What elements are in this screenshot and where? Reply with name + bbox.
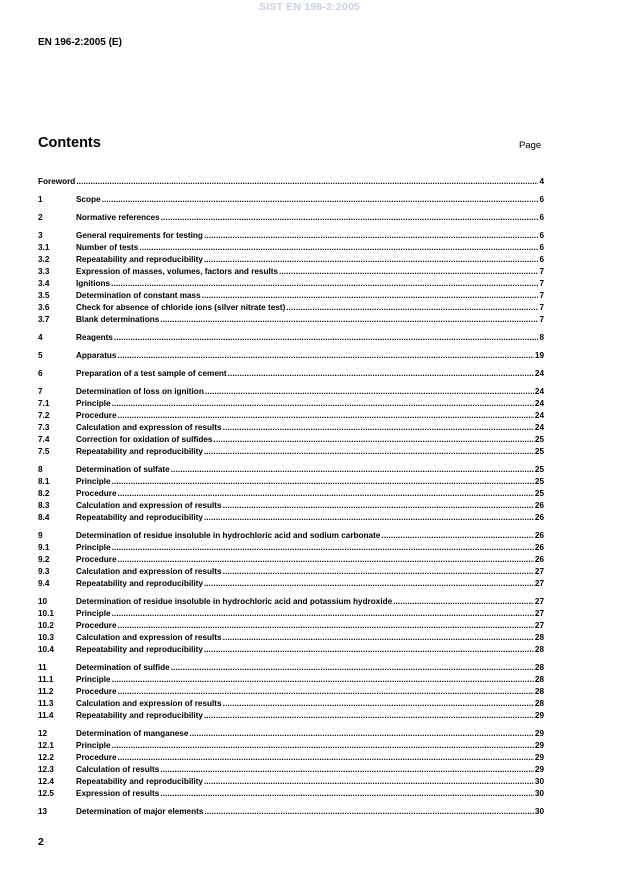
- toc-entry-title: Preparation of a test sample of cement: [76, 369, 227, 378]
- toc-entry-title: Principle: [76, 741, 111, 750]
- toc-entry-number: 9.2: [38, 555, 50, 564]
- toc-entry-number: 3: [38, 231, 43, 240]
- toc-entry-title: Ignitions: [76, 279, 111, 288]
- toc-leader-dots: [213, 434, 533, 446]
- toc-entry-number: 9: [38, 531, 43, 540]
- toc-leader-dots: [223, 500, 534, 512]
- toc-entry-number: 12.3: [38, 765, 54, 774]
- toc-entry-number: 10.1: [38, 609, 54, 618]
- toc-entry-title: Procedure: [76, 621, 117, 630]
- toc-leader-dots: [204, 578, 534, 590]
- watermark: SIST EN 196-2:2005: [258, 1, 361, 13]
- toc-entry-title: Determination of loss on ignition: [76, 387, 204, 396]
- page-number: 2: [38, 836, 44, 848]
- toc-leader-dots: [205, 386, 534, 398]
- toc-entry[interactable]: [38, 728, 544, 740]
- toc-entry[interactable]: [38, 476, 544, 488]
- toc-entry-page: 25: [534, 489, 544, 498]
- toc-entry-title: Repeatability and reproducibility: [76, 711, 203, 720]
- toc-entry-page: 6: [539, 213, 544, 222]
- toc-entry[interactable]: [38, 764, 544, 776]
- toc-entry-title: Reagents: [76, 333, 113, 342]
- toc-entry-number: 6: [38, 369, 43, 378]
- toc-entry-page: 7: [539, 315, 544, 324]
- toc-entry[interactable]: [38, 566, 544, 578]
- toc-entry[interactable]: [38, 500, 544, 512]
- toc-entry-number: 7.1: [38, 399, 50, 408]
- toc-leader-dots: [112, 476, 534, 488]
- toc-entry-title: Calculation of results: [76, 765, 160, 774]
- toc-entry-number: Foreword: [38, 177, 76, 186]
- toc-entry[interactable]: [38, 446, 544, 458]
- toc-entry-title: Expression of masses, volumes, factors and results: [76, 267, 279, 276]
- toc-entry-number: 9.3: [38, 567, 50, 576]
- toc-entry[interactable]: [38, 290, 544, 302]
- toc-entry[interactable]: [38, 608, 544, 620]
- toc-entry-title: Calculation and expression of results: [76, 423, 222, 432]
- toc-leader-dots: [112, 542, 534, 554]
- toc-entry-page: 19: [534, 351, 544, 360]
- toc-entry-title: Principle: [76, 609, 111, 618]
- toc-entry-number: 3.1: [38, 243, 50, 252]
- toc-entry-page: 28: [534, 687, 544, 696]
- toc-entry-page: 28: [534, 675, 544, 684]
- toc-entry-page: 27: [534, 567, 544, 576]
- toc-entry-title: Determination of constant mass: [76, 291, 201, 300]
- toc-entry-page: 24: [534, 387, 544, 396]
- toc-entry[interactable]: [38, 350, 544, 362]
- toc-leader-dots: [118, 350, 534, 362]
- toc-entry-title: Expression of results: [76, 789, 160, 798]
- toc-entry-number: 4: [38, 333, 43, 342]
- toc-entry[interactable]: [38, 278, 544, 290]
- toc-entry-page: 29: [534, 741, 544, 750]
- toc-entry-title: Determination of major elements: [76, 807, 204, 816]
- toc-entry-number: 10.2: [38, 621, 54, 630]
- toc-leader-dots: [114, 332, 539, 344]
- toc-entry-number: 12.1: [38, 741, 54, 750]
- toc-entry-title: Normative references: [76, 213, 160, 222]
- toc-entry-page: 26: [534, 555, 544, 564]
- toc-leader-dots: [381, 530, 534, 542]
- toc-entry[interactable]: [38, 752, 544, 764]
- toc-entry-page: 30: [534, 789, 544, 798]
- toc-entry-title: Principle: [76, 675, 111, 684]
- toc-entry-page: 7: [539, 279, 544, 288]
- toc-entry-number: 13: [38, 807, 48, 816]
- toc-entry-number: 8.4: [38, 513, 50, 522]
- toc-entry-page: 26: [534, 501, 544, 510]
- toc-leader-dots: [204, 446, 534, 458]
- toc-entry-title: Procedure: [76, 489, 117, 498]
- toc-entry-page: 25: [534, 477, 544, 486]
- toc-entry-number: 10.3: [38, 633, 54, 642]
- toc-entry[interactable]: [38, 176, 544, 188]
- toc-entry-number: 3.6: [38, 303, 50, 312]
- toc-entry-number: 10: [38, 597, 48, 606]
- toc-entry[interactable]: [38, 434, 544, 446]
- toc-entry[interactable]: [38, 710, 544, 722]
- toc-entry[interactable]: [38, 542, 544, 554]
- toc-entry[interactable]: [38, 368, 544, 380]
- toc-entry[interactable]: [38, 332, 544, 344]
- toc-leader-dots: [393, 596, 534, 608]
- toc-entry[interactable]: [38, 776, 544, 788]
- toc-entry-number: 11: [38, 663, 47, 672]
- page-column-heading: Page: [519, 140, 542, 151]
- toc-entry-title: Repeatability and reproducibility: [76, 447, 203, 456]
- toc-entry-title: Determination of residue insoluble in hydrochloric acid and potassium hydroxide: [76, 597, 393, 606]
- toc-entry-page: 7: [539, 303, 544, 312]
- toc-leader-dots: [112, 740, 534, 752]
- toc-entry[interactable]: [38, 644, 544, 656]
- toc-entry-page: 27: [534, 609, 544, 618]
- toc-entry-page: 30: [534, 807, 544, 816]
- toc-entry-title: Procedure: [76, 411, 117, 420]
- page-title: Contents: [38, 135, 101, 151]
- toc-leader-dots: [279, 266, 538, 278]
- toc-entry-number: 7.4: [38, 435, 50, 444]
- toc-entry-number: 8.3: [38, 501, 50, 510]
- toc-entry-page: 6: [539, 255, 544, 264]
- toc-entry-title: Calculation and expression of results: [76, 633, 222, 642]
- toc-entry[interactable]: [38, 422, 544, 434]
- toc-entry-number: 3.5: [38, 291, 50, 300]
- toc-leader-dots: [204, 512, 534, 524]
- toc-entry[interactable]: [38, 410, 544, 422]
- toc-entry-page: 28: [534, 645, 544, 654]
- toc-entry-page: 26: [534, 531, 544, 540]
- toc-entry-page: 27: [534, 621, 544, 630]
- table-of-contents: [38, 176, 544, 818]
- toc-entry-title: Correction for oxidation of sulfides: [76, 435, 213, 444]
- toc-entry-number: 3.3: [38, 267, 50, 276]
- toc-entry[interactable]: [38, 740, 544, 752]
- toc-entry-number: 9.4: [38, 579, 50, 588]
- toc-leader-dots: [160, 314, 538, 326]
- toc-leader-dots: [118, 488, 534, 500]
- toc-leader-dots: [223, 566, 534, 578]
- toc-entry-number: 3.4: [38, 279, 50, 288]
- toc-entry-title: Blank determinations: [76, 315, 160, 324]
- toc-entry-page: 28: [534, 633, 544, 642]
- toc-entry-page: 8: [539, 333, 544, 342]
- toc-entry-title: Calculation and expression of results: [76, 567, 222, 576]
- toc-entry[interactable]: [38, 314, 544, 326]
- toc-leader-dots: [161, 212, 539, 224]
- toc-entry-number: 7.2: [38, 411, 50, 420]
- toc-entry[interactable]: [38, 530, 544, 542]
- toc-entry[interactable]: [38, 662, 544, 674]
- toc-leader-dots: [223, 422, 534, 434]
- toc-entry-title: Principle: [76, 543, 111, 552]
- toc-entry-title: Calculation and expression of results: [76, 501, 222, 510]
- toc-entry[interactable]: [38, 398, 544, 410]
- toc-entry-title: Determination of residue insoluble in hydrochloric acid and sodium carbonate: [76, 531, 381, 540]
- toc-entry[interactable]: [38, 266, 544, 278]
- toc-leader-dots: [204, 776, 534, 788]
- toc-entry[interactable]: [38, 554, 544, 566]
- toc-leader-dots: [139, 242, 538, 254]
- document-id: EN 196-2:2005 (E): [38, 37, 122, 48]
- toc-entry[interactable]: [38, 386, 544, 398]
- toc-entry[interactable]: [38, 212, 544, 224]
- toc-entry[interactable]: [38, 488, 544, 500]
- toc-entry-page: 4: [539, 177, 544, 186]
- toc-entry-title: Calculation and expression of results: [76, 699, 222, 708]
- toc-entry-page: 24: [534, 411, 544, 420]
- toc-entry-number: 7: [38, 387, 43, 396]
- toc-entry-title: Repeatability and reproducibility: [76, 255, 203, 264]
- toc-entry-number: 12: [38, 729, 48, 738]
- toc-entry-title: Procedure: [76, 753, 117, 762]
- toc-leader-dots: [112, 608, 534, 620]
- toc-entry-page: 29: [534, 711, 544, 720]
- toc-leader-dots: [160, 788, 534, 800]
- toc-leader-dots: [118, 410, 534, 422]
- toc-leader-dots: [223, 698, 534, 710]
- toc-leader-dots: [112, 674, 534, 686]
- toc-entry[interactable]: [38, 596, 544, 608]
- toc-entry-title: Principle: [76, 399, 111, 408]
- toc-entry-number: 11.4: [38, 711, 54, 720]
- toc-entry-page: 24: [534, 369, 544, 378]
- toc-entry[interactable]: [38, 194, 544, 206]
- toc-leader-dots: [118, 554, 534, 566]
- toc-entry-title: Procedure: [76, 555, 117, 564]
- toc-leader-dots: [204, 644, 534, 656]
- toc-entry-title: Repeatability and reproducibility: [76, 513, 203, 522]
- toc-entry-page: 27: [534, 579, 544, 588]
- toc-leader-dots: [171, 662, 534, 674]
- toc-entry-number: 8.2: [38, 489, 50, 498]
- toc-entry[interactable]: [38, 674, 544, 686]
- toc-entry-page: 24: [534, 399, 544, 408]
- toc-leader-dots: [228, 368, 534, 380]
- toc-leader-dots: [112, 398, 534, 410]
- toc-entry-page: 26: [534, 543, 544, 552]
- toc-entry-page: 26: [534, 513, 544, 522]
- toc-entry[interactable]: [38, 254, 544, 266]
- toc-entry-page: 27: [534, 597, 544, 606]
- toc-entry-number: 8.1: [38, 477, 50, 486]
- toc-entry-page: 6: [539, 231, 544, 240]
- toc-entry-number: 5: [38, 351, 43, 360]
- toc-entry-title: Determination of manganese: [76, 729, 189, 738]
- toc-entry[interactable]: [38, 578, 544, 590]
- toc-entry-page: 6: [539, 243, 544, 252]
- toc-entry-number: 2: [38, 213, 43, 222]
- toc-entry[interactable]: [38, 686, 544, 698]
- toc-leader-dots: [160, 764, 534, 776]
- toc-entry-title: Repeatability and reproducibility: [76, 579, 203, 588]
- toc-leader-dots: [118, 752, 534, 764]
- toc-entry-title: Apparatus: [76, 351, 117, 360]
- toc-entry-number: 12.4: [38, 777, 54, 786]
- toc-entry-title: Principle: [76, 477, 111, 486]
- toc-entry-page: 25: [534, 435, 544, 444]
- toc-entry[interactable]: [38, 698, 544, 710]
- toc-entry-number: 1: [38, 195, 43, 204]
- toc-entry-page: 6: [539, 195, 544, 204]
- toc-entry-page: 29: [534, 729, 544, 738]
- toc-entry-title: Check for absence of chloride ions (silver nitrate test): [76, 303, 286, 312]
- toc-leader-dots: [204, 254, 539, 266]
- toc-entry-number: 7.5: [38, 447, 50, 456]
- toc-entry[interactable]: [38, 512, 544, 524]
- toc-entry-number: 12.5: [38, 789, 54, 798]
- toc-entry-title: Procedure: [76, 687, 117, 696]
- toc-entry-number: 10.4: [38, 645, 54, 654]
- toc-leader-dots: [118, 686, 534, 698]
- toc-entry-number: 12.2: [38, 753, 54, 762]
- toc-entry-page: 7: [539, 291, 544, 300]
- toc-entry-page: 30: [534, 777, 544, 786]
- toc-leader-dots: [102, 194, 539, 206]
- toc-entry-title: Determination of sulfate: [76, 465, 170, 474]
- toc-entry[interactable]: [38, 464, 544, 476]
- toc-leader-dots: [286, 302, 538, 314]
- toc-entry-page: 25: [534, 465, 544, 474]
- toc-entry-page: 29: [534, 753, 544, 762]
- toc-leader-dots: [204, 230, 538, 242]
- toc-entry[interactable]: [38, 230, 544, 242]
- toc-entry-number: 11.1: [38, 675, 54, 684]
- toc-entry-page: 29: [534, 765, 544, 774]
- toc-entry-page: 7: [539, 267, 544, 276]
- toc-entry-title: Repeatability and reproducibility: [76, 645, 203, 654]
- toc-entry-number: 3.7: [38, 315, 50, 324]
- toc-entry-number: 8: [38, 465, 43, 474]
- toc-entry[interactable]: [38, 242, 544, 254]
- toc-entry-title: Number of tests: [76, 243, 139, 252]
- toc-leader-dots: [204, 710, 534, 722]
- toc-entry-number: 7.3: [38, 423, 50, 432]
- toc-entry-page: 28: [534, 699, 544, 708]
- toc-entry-number: 11.3: [38, 699, 54, 708]
- toc-entry-number: 11.2: [38, 687, 54, 696]
- toc-leader-dots: [202, 290, 539, 302]
- toc-leader-dots: [118, 620, 534, 632]
- toc-entry[interactable]: [38, 620, 544, 632]
- toc-leader-dots: [204, 806, 534, 818]
- toc-entry-number: 9.1: [38, 543, 50, 552]
- toc-leader-dots: [111, 278, 538, 290]
- toc-entry-number: 3.2: [38, 255, 50, 264]
- toc-entry-title: Repeatability and reproducibility: [76, 777, 203, 786]
- toc-entry-title: Determination of sulfide: [76, 663, 170, 672]
- toc-entry[interactable]: [38, 788, 544, 800]
- toc-entry-title: General requirements for testing: [76, 231, 203, 240]
- toc-entry[interactable]: [38, 302, 544, 314]
- toc-entry[interactable]: [38, 632, 544, 644]
- toc-entry-page: 24: [534, 423, 544, 432]
- toc-entry-page: 28: [534, 663, 544, 672]
- toc-entry-title: Scope: [76, 195, 101, 204]
- toc-entry-page: 25: [534, 447, 544, 456]
- toc-leader-dots: [76, 176, 538, 188]
- toc-entry[interactable]: [38, 806, 544, 818]
- toc-leader-dots: [189, 728, 534, 740]
- toc-leader-dots: [223, 632, 534, 644]
- toc-leader-dots: [171, 464, 534, 476]
